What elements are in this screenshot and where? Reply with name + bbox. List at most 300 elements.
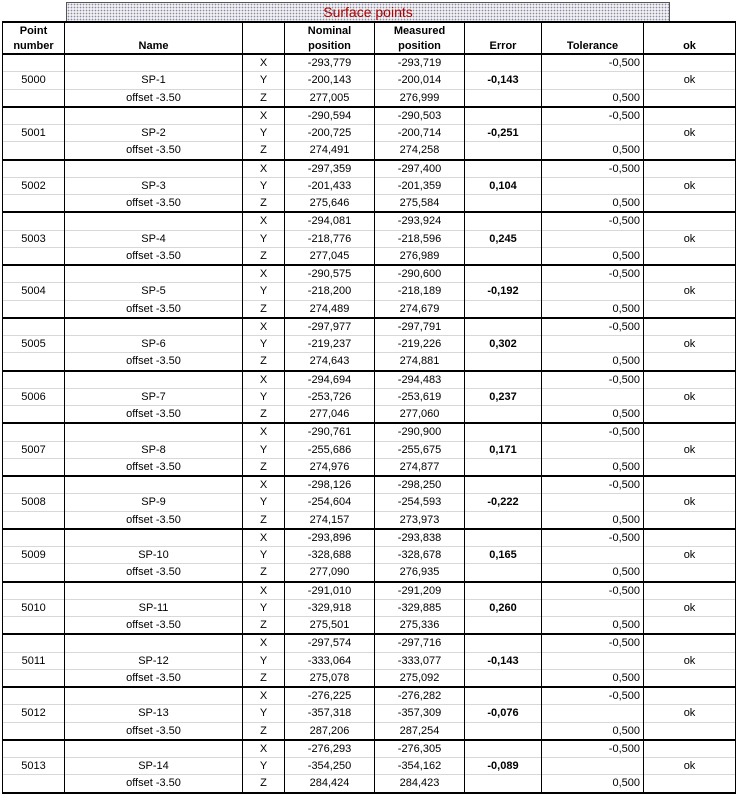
measured-value: 284,423: [375, 775, 465, 793]
tolerance-upper: 0,500: [542, 722, 644, 740]
nominal-value: -329,918: [285, 599, 375, 616]
ok-status: [644, 353, 736, 371]
error-value: [465, 511, 542, 529]
error-value: -0,192: [465, 283, 542, 300]
error-value: [465, 142, 542, 160]
error-value: -0,222: [465, 494, 542, 511]
measured-value: 274,877: [375, 458, 465, 476]
axis-label: X: [243, 107, 285, 125]
axis-label: Y: [243, 494, 285, 511]
table-row: [3, 775, 736, 793]
measured-value: 275,584: [375, 195, 465, 213]
point-name: SP-3: [65, 177, 243, 194]
point-number: [3, 634, 65, 652]
measured-value: 274,679: [375, 300, 465, 318]
tolerance-cell: [542, 705, 644, 722]
error-value: [465, 564, 542, 582]
table-row: [3, 441, 736, 458]
ok-status: [644, 511, 736, 529]
title-banner: [0, 0, 737, 21]
axis-label: Y: [243, 652, 285, 669]
axis-label: Z: [243, 722, 285, 740]
point-name: SP-8: [65, 441, 243, 458]
axis-label: Y: [243, 388, 285, 405]
tolerance-lower: -0,500: [542, 529, 644, 547]
point-offset: offset -3.50: [65, 564, 243, 582]
measured-value: -297,400: [375, 160, 465, 178]
surface-points-table: [2, 21, 736, 794]
tolerance-upper: 0,500: [542, 142, 644, 160]
nominal-value: -290,575: [285, 265, 375, 283]
nominal-value: -294,694: [285, 371, 375, 389]
measured-value: -253,619: [375, 388, 465, 405]
point-number: [3, 406, 65, 424]
point-number: 5004: [3, 283, 65, 300]
ok-status: [644, 247, 736, 265]
point-offset: offset -3.50: [65, 617, 243, 635]
tolerance-upper: 0,500: [542, 89, 644, 107]
name-cell: [65, 371, 243, 389]
ok-status: [644, 89, 736, 107]
point-number: 5007: [3, 441, 65, 458]
tolerance-upper: 0,500: [542, 353, 644, 371]
ok-status: [644, 212, 736, 230]
point-number: [3, 775, 65, 793]
header-point-number: Point: [3, 22, 65, 38]
error-value: 0,165: [465, 547, 542, 564]
error-value: -0,076: [465, 705, 542, 722]
point-number: 5010: [3, 599, 65, 616]
error-value: [465, 160, 542, 178]
table-row: [3, 529, 736, 547]
measured-value: 276,989: [375, 247, 465, 265]
tolerance-lower: -0,500: [542, 423, 644, 441]
table-row: [3, 582, 736, 600]
measured-value: -219,226: [375, 336, 465, 353]
tolerance-lower: -0,500: [542, 265, 644, 283]
ok-status: ok: [644, 283, 736, 300]
header-tolerance: Tolerance: [542, 38, 644, 54]
nominal-value: -200,143: [285, 72, 375, 89]
axis-label: Y: [243, 441, 285, 458]
ok-status: [644, 318, 736, 336]
tolerance-upper: 0,500: [542, 458, 644, 476]
table-row: [3, 107, 736, 125]
point-name: SP-4: [65, 230, 243, 247]
table-header: [3, 22, 736, 54]
ok-status: ok: [644, 72, 736, 89]
nominal-value: -297,359: [285, 160, 375, 178]
point-number: [3, 107, 65, 125]
axis-label: X: [243, 476, 285, 494]
table-row: [3, 705, 736, 722]
error-value: [465, 195, 542, 213]
measured-value: 273,973: [375, 511, 465, 529]
measured-value: -297,791: [375, 318, 465, 336]
ok-status: [644, 529, 736, 547]
ok-status: ok: [644, 388, 736, 405]
ok-status: [644, 406, 736, 424]
table-row: [3, 599, 736, 616]
measured-value: -294,483: [375, 371, 465, 389]
point-name: SP-13: [65, 705, 243, 722]
error-value: [465, 89, 542, 107]
measured-value: -200,714: [375, 125, 465, 142]
ok-status: ok: [644, 599, 736, 616]
table-row: [3, 423, 736, 441]
ok-status: ok: [644, 705, 736, 722]
error-value: -0,143: [465, 72, 542, 89]
measured-value: -276,305: [375, 740, 465, 758]
tolerance-lower: -0,500: [542, 582, 644, 600]
axis-label: Y: [243, 336, 285, 353]
point-number: [3, 371, 65, 389]
measured-value: -290,900: [375, 423, 465, 441]
tolerance-upper: 0,500: [542, 617, 644, 635]
tolerance-lower: -0,500: [542, 318, 644, 336]
ok-status: ok: [644, 494, 736, 511]
error-value: [465, 54, 542, 72]
table-row: [3, 758, 736, 775]
point-number: 5013: [3, 758, 65, 775]
tolerance-upper: 0,500: [542, 775, 644, 793]
point-number: [3, 458, 65, 476]
point-number: [3, 669, 65, 687]
ok-status: ok: [644, 177, 736, 194]
ok-status: [644, 54, 736, 72]
axis-label: X: [243, 529, 285, 547]
measured-value: -298,250: [375, 476, 465, 494]
error-value: -0,089: [465, 758, 542, 775]
tolerance-lower: -0,500: [542, 107, 644, 125]
axis-label: Y: [243, 177, 285, 194]
table-row: [3, 265, 736, 283]
error-value: [465, 458, 542, 476]
error-value: 0,260: [465, 599, 542, 616]
error-value: [465, 634, 542, 652]
point-number: [3, 142, 65, 160]
table-body: [3, 54, 736, 793]
measured-value: 274,881: [375, 353, 465, 371]
nominal-value: -298,126: [285, 476, 375, 494]
header-measured-2: position: [375, 38, 465, 54]
measured-value: 274,258: [375, 142, 465, 160]
point-number: 5008: [3, 494, 65, 511]
point-number: [3, 687, 65, 705]
axis-label: X: [243, 212, 285, 230]
error-value: [465, 582, 542, 600]
nominal-value: -328,688: [285, 547, 375, 564]
point-number: [3, 476, 65, 494]
point-name: SP-1: [65, 72, 243, 89]
axis-label: Z: [243, 617, 285, 635]
nominal-value: 274,976: [285, 458, 375, 476]
measured-value: -333,077: [375, 652, 465, 669]
measured-value: -218,596: [375, 230, 465, 247]
axis-label: Y: [243, 72, 285, 89]
axis-label: X: [243, 160, 285, 178]
tolerance-cell: [542, 230, 644, 247]
nominal-value: -333,064: [285, 652, 375, 669]
table-row: [3, 617, 736, 635]
measured-value: -328,678: [375, 547, 465, 564]
ok-status: [644, 634, 736, 652]
ok-status: [644, 740, 736, 758]
tolerance-cell: [542, 547, 644, 564]
axis-label: Y: [243, 125, 285, 142]
nominal-value: 275,078: [285, 669, 375, 687]
point-number: 5002: [3, 177, 65, 194]
tolerance-upper: 0,500: [542, 300, 644, 318]
tolerance-upper: 0,500: [542, 195, 644, 213]
ok-status: [644, 582, 736, 600]
point-offset: offset -3.50: [65, 89, 243, 107]
table-row: [3, 547, 736, 564]
nominal-value: 275,501: [285, 617, 375, 635]
point-number: [3, 195, 65, 213]
table-row: [3, 406, 736, 424]
point-number: [3, 318, 65, 336]
measured-value: -254,593: [375, 494, 465, 511]
measured-value: 275,092: [375, 669, 465, 687]
table-row: [3, 687, 736, 705]
point-name: SP-6: [65, 336, 243, 353]
error-value: 0,245: [465, 230, 542, 247]
nominal-value: 275,646: [285, 195, 375, 213]
table-row: [3, 494, 736, 511]
error-value: [465, 265, 542, 283]
nominal-value: -294,081: [285, 212, 375, 230]
ok-status: [644, 722, 736, 740]
point-number: 5012: [3, 705, 65, 722]
name-cell: [65, 687, 243, 705]
error-value: [465, 669, 542, 687]
nominal-value: -291,010: [285, 582, 375, 600]
nominal-value: 277,045: [285, 247, 375, 265]
point-offset: offset -3.50: [65, 511, 243, 529]
point-offset: offset -3.50: [65, 300, 243, 318]
table-row: [3, 722, 736, 740]
error-value: [465, 687, 542, 705]
ok-status: [644, 371, 736, 389]
axis-label: Z: [243, 775, 285, 793]
ok-status: [644, 423, 736, 441]
tolerance-cell: [542, 283, 644, 300]
header-name: Name: [65, 38, 243, 54]
ok-status: [644, 300, 736, 318]
nominal-value: 277,046: [285, 406, 375, 424]
error-value: 0,104: [465, 177, 542, 194]
table-row: [3, 212, 736, 230]
point-name: SP-12: [65, 652, 243, 669]
measured-value: 275,336: [375, 617, 465, 635]
point-number: [3, 160, 65, 178]
measured-value: -200,014: [375, 72, 465, 89]
nominal-value: -200,725: [285, 125, 375, 142]
axis-label: Z: [243, 300, 285, 318]
axis-label: Z: [243, 406, 285, 424]
table-row: [3, 388, 736, 405]
table-row: [3, 652, 736, 669]
table-row: [3, 564, 736, 582]
name-cell: [65, 265, 243, 283]
error-value: -0,143: [465, 652, 542, 669]
error-value: [465, 775, 542, 793]
point-name: SP-9: [65, 494, 243, 511]
point-number: [3, 353, 65, 371]
table-row: [3, 283, 736, 300]
axis-label: X: [243, 582, 285, 600]
table-row: [3, 230, 736, 247]
point-number: 5000: [3, 72, 65, 89]
table-row: [3, 336, 736, 353]
table-row: [3, 318, 736, 336]
ok-status: ok: [644, 441, 736, 458]
tolerance-cell: [542, 599, 644, 616]
ok-status: [644, 617, 736, 635]
nominal-value: -276,225: [285, 687, 375, 705]
table-row: [3, 634, 736, 652]
tolerance-cell: [542, 652, 644, 669]
nominal-value: -218,776: [285, 230, 375, 247]
ok-status: [644, 265, 736, 283]
error-value: [465, 247, 542, 265]
table-row: [3, 458, 736, 476]
nominal-value: 277,090: [285, 564, 375, 582]
axis-label: Z: [243, 564, 285, 582]
tolerance-upper: 0,500: [542, 511, 644, 529]
axis-label: Y: [243, 705, 285, 722]
table-row: [3, 371, 736, 389]
axis-label: X: [243, 54, 285, 72]
axis-label: Y: [243, 758, 285, 775]
point-name: SP-14: [65, 758, 243, 775]
ok-status: ok: [644, 758, 736, 775]
axis-label: Y: [243, 547, 285, 564]
point-number: [3, 423, 65, 441]
axis-label: Y: [243, 283, 285, 300]
error-value: [465, 318, 542, 336]
table-row: [3, 476, 736, 494]
ok-status: [644, 564, 736, 582]
header-point-number-2: number: [3, 38, 65, 54]
point-number: [3, 582, 65, 600]
axis-label: Z: [243, 89, 285, 107]
error-value: [465, 740, 542, 758]
tolerance-cell: [542, 336, 644, 353]
error-value: [465, 529, 542, 547]
nominal-value: -254,604: [285, 494, 375, 511]
axis-label: Z: [243, 247, 285, 265]
axis-label: X: [243, 265, 285, 283]
name-cell: [65, 582, 243, 600]
measured-value: -329,885: [375, 599, 465, 616]
point-number: [3, 617, 65, 635]
nominal-value: -293,779: [285, 54, 375, 72]
nominal-value: -218,200: [285, 283, 375, 300]
point-number: [3, 529, 65, 547]
tolerance-lower: -0,500: [542, 212, 644, 230]
tolerance-cell: [542, 72, 644, 89]
measured-value: -290,503: [375, 107, 465, 125]
table-row: [3, 353, 736, 371]
point-name: SP-7: [65, 388, 243, 405]
ok-status: [644, 687, 736, 705]
table-row: [3, 511, 736, 529]
point-number: 5009: [3, 547, 65, 564]
axis-label: X: [243, 740, 285, 758]
point-offset: offset -3.50: [65, 247, 243, 265]
header-nominal-2: position: [285, 38, 375, 54]
ok-status: ok: [644, 547, 736, 564]
error-value: [465, 107, 542, 125]
name-cell: [65, 740, 243, 758]
axis-label: Z: [243, 458, 285, 476]
header-error: Error: [465, 38, 542, 54]
ok-status: ok: [644, 125, 736, 142]
nominal-value: -290,594: [285, 107, 375, 125]
table-row: [3, 247, 736, 265]
nominal-value: -297,977: [285, 318, 375, 336]
nominal-value: 277,005: [285, 89, 375, 107]
measured-value: -293,838: [375, 529, 465, 547]
error-value: 0,237: [465, 388, 542, 405]
error-value: [465, 617, 542, 635]
axis-label: Y: [243, 599, 285, 616]
sheet-title: Surface points: [66, 2, 670, 22]
table-row: [3, 142, 736, 160]
point-name: SP-5: [65, 283, 243, 300]
ok-status: [644, 107, 736, 125]
table-row: [3, 54, 736, 72]
point-number: [3, 564, 65, 582]
axis-label: X: [243, 634, 285, 652]
axis-label: X: [243, 423, 285, 441]
point-name: SP-10: [65, 547, 243, 564]
point-offset: offset -3.50: [65, 669, 243, 687]
point-number: [3, 740, 65, 758]
axis-label: X: [243, 687, 285, 705]
header-nominal: Nominal: [285, 22, 375, 38]
ok-status: [644, 160, 736, 178]
tolerance-cell: [542, 388, 644, 405]
tolerance-cell: [542, 441, 644, 458]
measured-value: -218,189: [375, 283, 465, 300]
tolerance-lower: -0,500: [542, 476, 644, 494]
table-row: [3, 72, 736, 89]
measured-value: -291,209: [375, 582, 465, 600]
tolerance-cell: [542, 758, 644, 775]
error-value: [465, 423, 542, 441]
axis-label: Z: [243, 353, 285, 371]
error-value: [465, 212, 542, 230]
tolerance-upper: 0,500: [542, 406, 644, 424]
measured-value: -255,675: [375, 441, 465, 458]
name-cell: [65, 634, 243, 652]
ok-status: [644, 775, 736, 793]
measured-value: 277,060: [375, 406, 465, 424]
tolerance-lower: -0,500: [542, 371, 644, 389]
nominal-value: -276,293: [285, 740, 375, 758]
measured-value: -276,282: [375, 687, 465, 705]
error-value: 0,171: [465, 441, 542, 458]
nominal-value: -290,761: [285, 423, 375, 441]
tolerance-cell: [542, 125, 644, 142]
point-offset: offset -3.50: [65, 195, 243, 213]
point-number: [3, 247, 65, 265]
name-cell: [65, 318, 243, 336]
point-number: [3, 300, 65, 318]
